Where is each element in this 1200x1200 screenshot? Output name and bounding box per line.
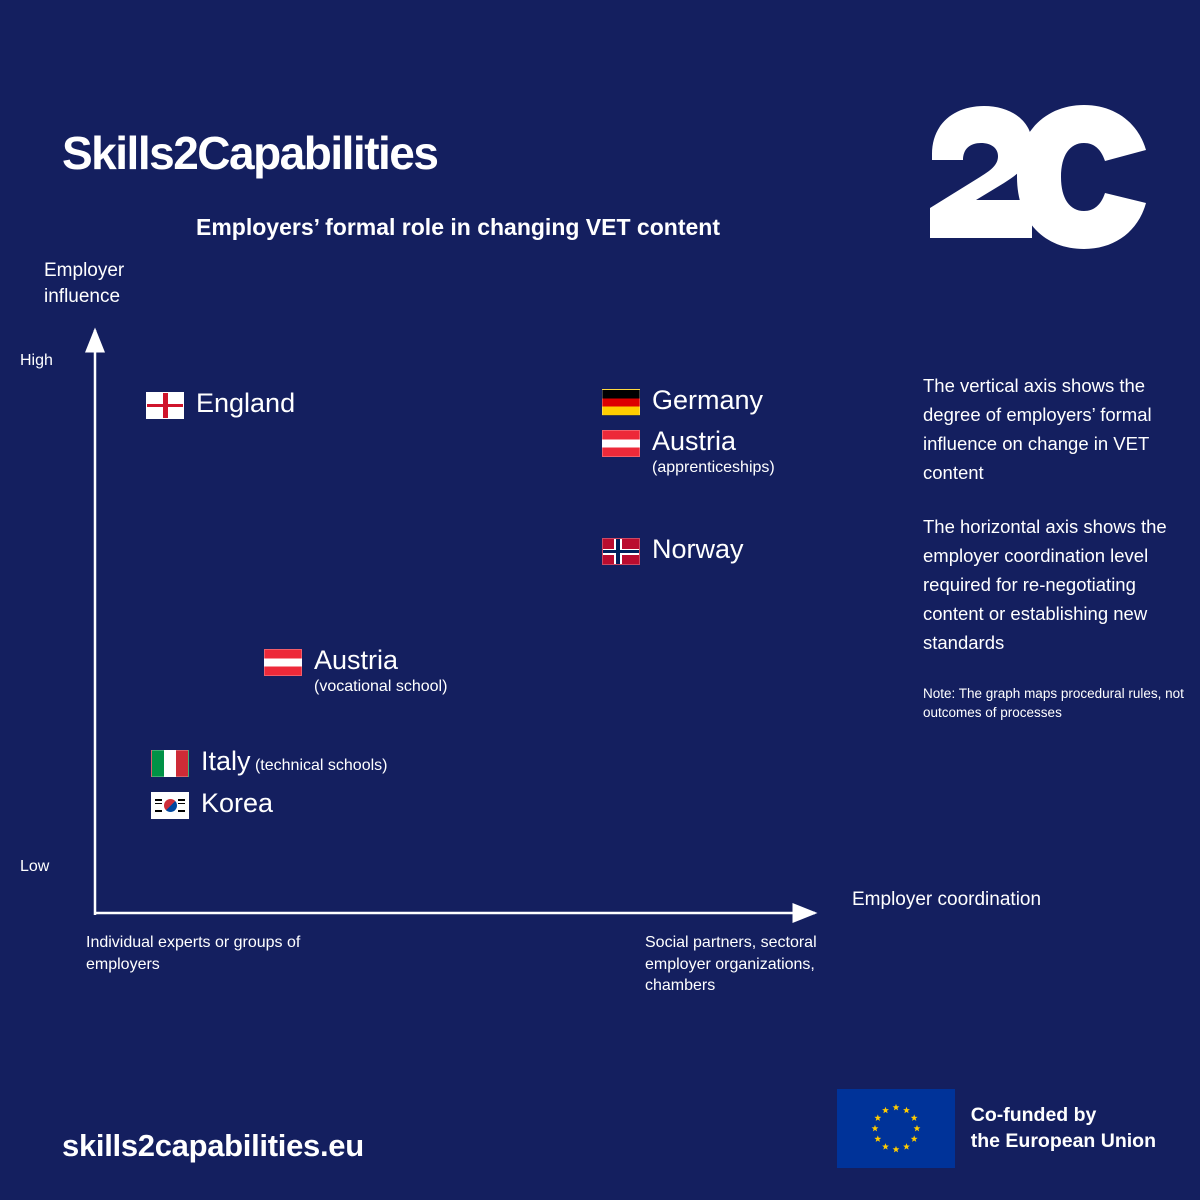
data-point-germany (602, 385, 763, 416)
data-point-austria-vocational-school (264, 645, 447, 697)
data-point-label: Austria (314, 645, 399, 675)
eu-flag-icon (837, 1089, 955, 1168)
data-point-label: England (196, 388, 296, 418)
chart-subtitle: Employers’ formal role in changing VET content (196, 214, 720, 240)
flag-germany-icon (602, 389, 640, 416)
data-point-qualifier: (technical schools) (250, 757, 388, 774)
note-horizontal-axis: The horizontal axis shows the employer coordination level required for re-negotiating content or establishing new standards (923, 516, 1167, 653)
data-point-qualifier: (apprenticeships) (652, 459, 775, 477)
flag-england-icon (146, 392, 184, 419)
note-vertical-axis: The vertical axis shows the degree of employers’ formal influence on change in VET content (923, 375, 1152, 483)
flag-italy-icon (151, 750, 189, 777)
y-axis-high-label: High (20, 352, 53, 369)
data-point-label: Korea (201, 788, 274, 818)
flag-austria-icon (264, 649, 302, 676)
y-axis-low-label: Low (20, 858, 50, 875)
data-point-austria-apprenticeships (602, 426, 775, 478)
data-point-england (146, 388, 295, 419)
flag-norway-icon (602, 538, 640, 565)
x-axis-title: Employer coordination (852, 889, 1042, 910)
note-small: Note: The graph maps procedural rules, not outcomes of processes (923, 685, 1184, 721)
s2c-logo-icon (924, 100, 1154, 260)
data-point-italy (151, 746, 387, 777)
eu-funding-text (971, 1103, 1156, 1154)
x-axis-right-label: Social partners, sectoral employer organizations, chambers (645, 934, 817, 995)
y-axis-title: Employer influence (44, 260, 125, 307)
website-url[interactable]: skills2capabilities.eu (62, 1128, 364, 1163)
eu-funding-line1: Co-funded by (970, 1104, 1097, 1127)
data-point-label: Italy (technical schools) (201, 746, 388, 776)
data-point-label: Norway (652, 534, 744, 564)
data-point-korea (151, 788, 273, 819)
data-point-qualifier: (vocational school) (314, 678, 448, 696)
data-point-label: Germany (652, 385, 764, 415)
brand-title: Skills2Capabilities (62, 127, 438, 179)
x-axis-left-label: Individual experts or groups of employers (86, 934, 301, 973)
eu-funding-line2: the European Union (970, 1129, 1156, 1152)
eu-funding-badge (837, 1089, 1156, 1168)
data-point-label: Austria (652, 426, 737, 456)
notes-panel (923, 372, 1193, 723)
data-point-norway (602, 534, 744, 565)
flag-korea-icon (151, 792, 189, 819)
flag-austria-icon (602, 430, 640, 457)
